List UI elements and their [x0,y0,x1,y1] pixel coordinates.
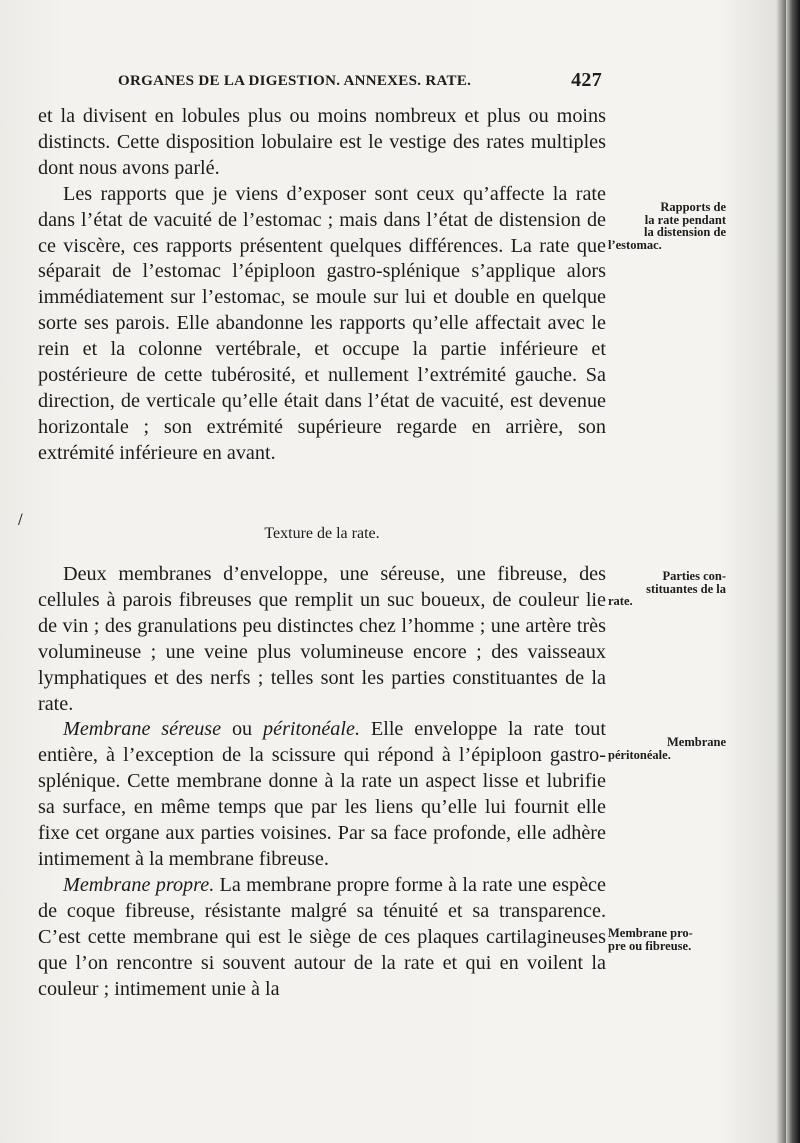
note-line: rate. [608,594,633,608]
margin-note-parties [608,570,726,608]
note-line: péritonéale. [608,747,671,762]
paragraph-propre [38,873,606,1003]
term-membrane-sereuse: Membrane séreuse [63,718,222,741]
paragraph-lobules: et la divisent en lobules plus ou moins nombreux et plus ou moins distincts. Cette disposition lobulaire est le vestige des rates multiples dont nous avons parlé. [38,105,606,179]
note-line: la distension de [644,225,726,239]
margin-note-peritoneale [608,736,726,761]
note-line: Parties con- [662,569,726,583]
paragraph-rapports: Les rapports que je viens d’exposer sont ceux qu’affecte la rate dans l’état de vacuité de l’estomac ; mais dans l’état de distension de ce viscère, ces rapports présentent quelques différences. La rate que séparait de l’estomac l’épiploon gastro-splénique s’applique alors immédiatement sur l’estomac, se moule sur lui et double en quelque sorte ses parois. Elle abandonne les rapports qu’elle affectait avec le rein et la colonne vertébrale, et occupe la partie inférieure et postérieure de cette tubérosité, et nullement l’extrémité gauche. Sa direction, de verticale qu’elle était dans l’état de vacuité, est devenue horizontale ; son extrémité supérieure regarde en arrière, son extrémité inférieure en avant. [38,182,606,464]
term-connector: ou [221,718,264,741]
page-number: 427 [571,69,602,91]
term-membrane-propre: Membrane propre. [63,873,215,896]
header-title: ORGANES DE LA DIGESTION. ANNEXES. RATE. [118,73,472,89]
note-line: l’estomac. [608,237,662,252]
note-line: Membrane [666,735,726,749]
margin-note-rapports [608,201,726,251]
paragraph-propre-body: La membrane propre forme à la rate une espèce de coque fibreuse, résistante malgré sa ténuité et sa transparence. C’est cette membrane qui est le siège de ces plaques cartilagineuses que l’on rencontre si souvent autour de la rate et qui en voilent la couleur ; intimement unie à la [38,873,606,1000]
note-line: stituantes de la [646,581,726,596]
margin-note-propre [608,927,726,952]
text-block-2 [38,562,606,1002]
term-peritoneale: péritonéale. [263,718,361,741]
note-line: Membrane pro- [608,926,693,940]
note-line: la rate pendant [644,212,726,227]
text-block-1 [38,104,606,467]
paragraph-sereuse-body: Elle enveloppe la rate tout entière, à l’exception de la scissure qui répond à l’épiploon gastro-splénique. Cette membrane donne à la rate un aspect lisse et lubrifie sa surface, en même temps que par les liens qu’elle lui fournit elle fixe cet organe aux parties voisines. Par sa face profonde, elle adhère intimement à la membrane fibreuse. [38,718,606,870]
note-line: pre ou fibreuse. [608,938,692,953]
stray-mark: / [18,512,23,528]
page-edge-shadow [786,0,800,1143]
paragraph-parties: Deux membranes d’enveloppe, une séreuse, une fibreuse, des cellules à parois fibreuses que remplit un suc boueux, de couleur lie de vin ; des granulations peu distinctes chez l’homme ; une artère très volumineuse ; une veine plus volumineuse encore ; des vaisseaux lymphatiques et des nerfs ; telles sont les parties constituantes de la rate. [38,563,606,715]
section-title: Texture de la rate. [264,525,380,542]
paragraph-sereuse [38,717,606,872]
note-line: Rapports de [660,200,726,214]
